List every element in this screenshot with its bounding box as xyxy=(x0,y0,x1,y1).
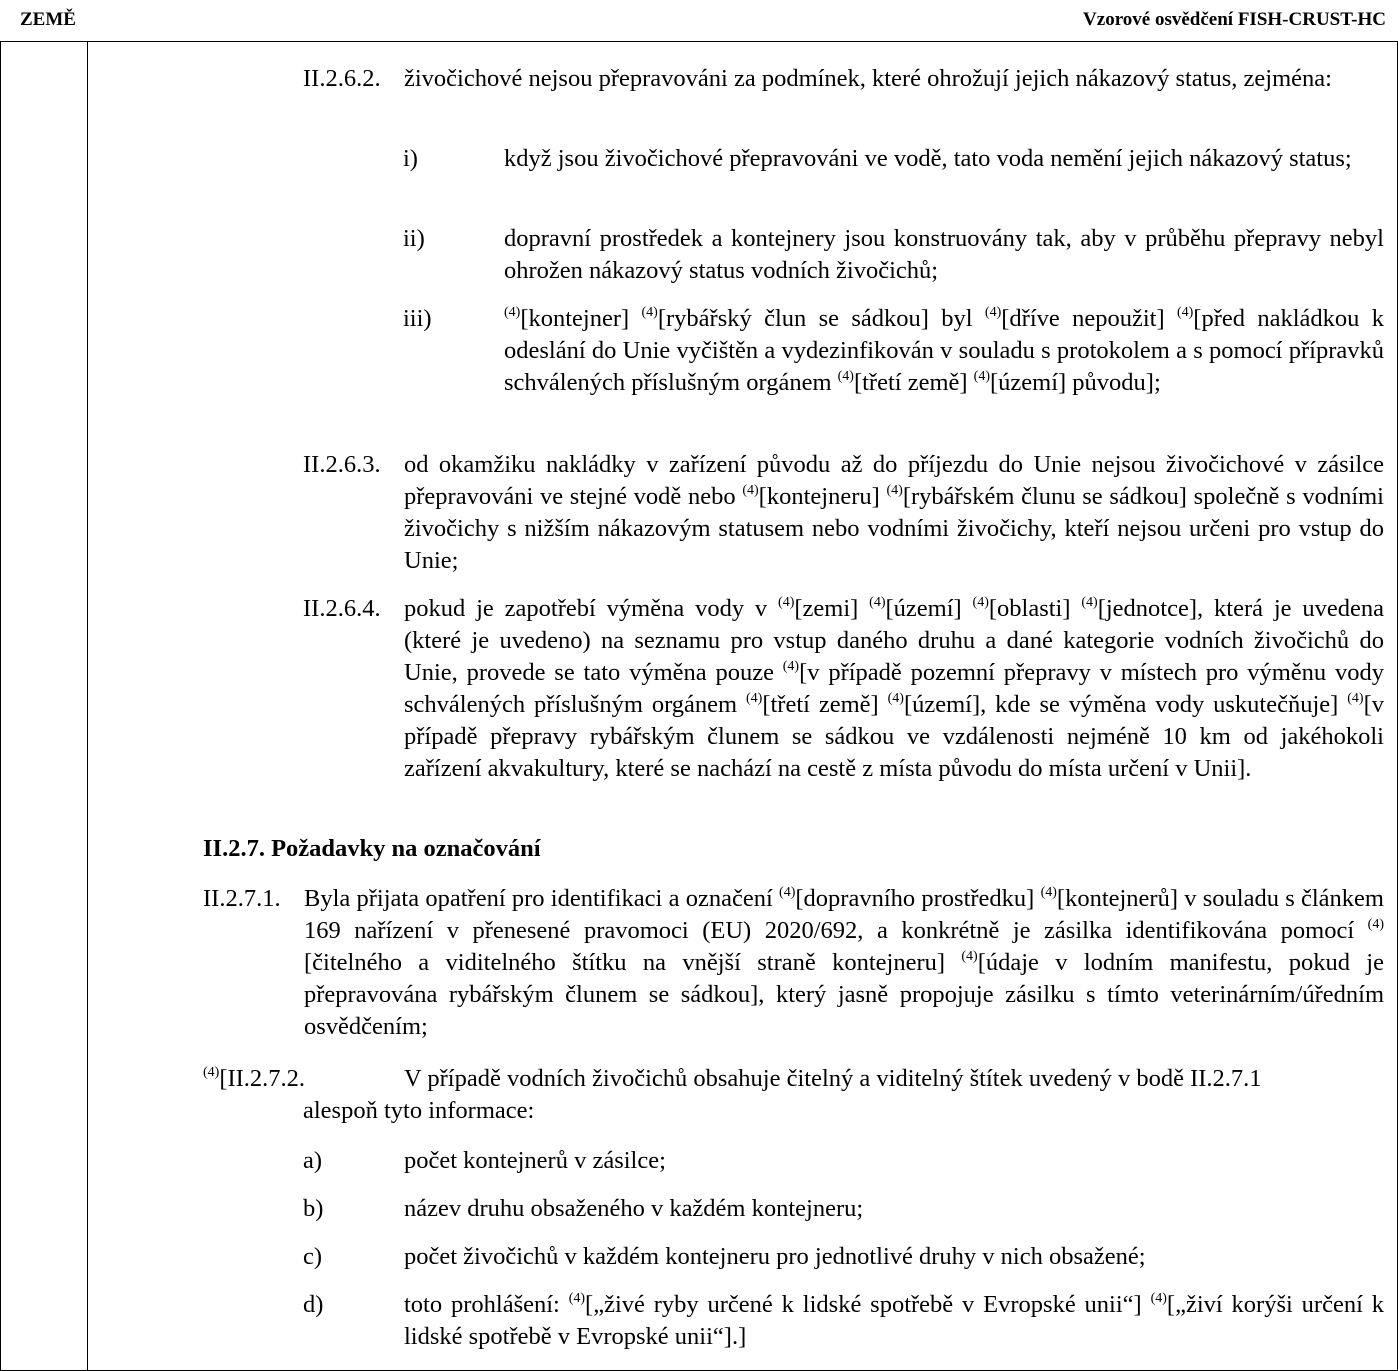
list-text: když jsou živočichové přepravováni ve vodě, tato voda nemění jejich nákazový status; xyxy=(504,145,1352,172)
section-2-6-2 xyxy=(303,63,1384,95)
section-text: V případě vodních živočichů obsahuje čitelný a viditelný štítek uvedený v bodě II.2.7.1 xyxy=(404,1065,1262,1092)
page-header xyxy=(0,2,1398,32)
list-text: toto prohlášení: $^{(4)}$[„živé ryby určené k lidské spotřebě v Evropské unii“] $^{(4)}$[„živí korýši určení k lidské spotřebě v Evropské unii“].] xyxy=(404,1291,1384,1350)
section-text-continued: alespoň tyto informace: xyxy=(303,1097,535,1124)
list-text: $^{(4)}$[kontejner] $^{(4)}$[rybářský člun se sádkou] byl $^{(4)}$[dříve nepoužit] $^{(4)}$[před nakládkou k odeslání do Unie vyčištěn a vydezinfikován v souladu s protokolem a s pomocí přípravků schválených příslušným orgánem $^{(4)}$[třetí země] $^{(4)}$[území] původu]; xyxy=(504,305,1384,396)
footnote-ref: (4) xyxy=(984,305,1002,320)
header-certificate-title: Vzorové osvědčení FISH-CRUST-HC xyxy=(1083,9,1386,30)
footnote-ref: (4) xyxy=(869,595,886,610)
footnote-ref: (4) xyxy=(961,949,978,964)
list-label: i) xyxy=(403,145,418,172)
list-text: počet živočichů v každém kontejneru pro jednotlivé druhy v nich obsažené; xyxy=(404,1243,1146,1270)
footnote-ref: (4) xyxy=(1347,691,1364,706)
list-label: c) xyxy=(303,1243,323,1270)
section-2-7-1 xyxy=(203,883,1384,1043)
section-text: pokud je zapotřebí výměna vody v $^{(4)}$[zemi] $^{(4)}$[území] $^{(4)}$[oblasti] $^{(4)}$[jednotce], která je uvedena (které je uvedeno) na seznamu pro vstup daného druhu a dané kategorie vodních živočichů do Unie, provede se tato výměna pouze $^{(4)}$[v případě pozemní přepravy v místech pro výměnu vody schválených příslušným orgánem $^{(4)}$[třetí země] $^{(4)}$[území], kde se výměna vody uskutečňuje] $^{(4)}$[v případě přepravy rybářským člunem se sádkou ve vzdálenosti nejméně 10 km od jakéhokoli zařízení akvakultury, které se nachází na cestě z místa původu do místa určení v Unii]. xyxy=(404,595,1384,782)
section-number: II.2.6.3. xyxy=(303,451,381,478)
footnote-ref: (4) xyxy=(742,483,759,498)
section-number: II.2.6.2. xyxy=(303,65,381,92)
section-2-6-4 xyxy=(303,593,1384,785)
list-item xyxy=(303,1193,1384,1225)
footnote-ref: (4) xyxy=(568,1291,586,1306)
footnote-ref: (4) xyxy=(1150,1291,1167,1306)
footnote-ref: (4) xyxy=(746,691,763,706)
section-text: Byla přijata opatření pro identifikaci a označení $^{(4)}$[dopravního prostředku] $^{(4)}$[kontejnerů] v souladu s článkem 169 nařízení v přenesené pravomoci (EU) 2020/692, a konkrétně je zásilka identifikována pomocí $^{(4)}$[čitelného a viditelného štítku na vnější straně kontejneru] $^{(4)}$[údaje v lodním manifestu, pokud je přepravována rybářským člunem se sádkou], který jasně propojuje zásilku s tímto veterinárním/úředním osvědčením; xyxy=(304,885,1384,1040)
header-country: ZEMĚ xyxy=(20,9,76,30)
list-item xyxy=(303,1145,1384,1177)
footnote-ref: (4) xyxy=(779,885,796,900)
section-number: II.2.6.4. xyxy=(303,595,381,622)
footnote-ref: (4) xyxy=(1176,305,1194,320)
list-text: počet kontejnerů v zásilce; xyxy=(404,1147,666,1174)
section-text: živočichové nejsou přepravováni za podmínek, které ohrožují jejich nákazový status, zejména: xyxy=(404,65,1332,92)
footnote-ref: (4) xyxy=(1040,885,1057,900)
footnote-ref: (4) xyxy=(972,595,989,610)
list-item xyxy=(403,223,1384,287)
list-item xyxy=(403,143,1384,175)
section-number: II.2.7.1. xyxy=(203,885,281,912)
list-label: d) xyxy=(303,1291,324,1318)
footnote-ref: (4) xyxy=(782,659,800,674)
footnote-ref: (4) xyxy=(1367,917,1384,932)
footnote-ref: (4) xyxy=(1081,595,1098,610)
footnote-ref: (4) xyxy=(641,305,658,320)
list-label: iii) xyxy=(403,305,432,332)
list-text: dopravní prostředek a kontejnery jsou konstruovány tak, aby v průběhu přepravy nebyl ohrožen nákazový status vodních živočichů; xyxy=(504,225,1384,284)
list-item xyxy=(403,303,1384,399)
footnote-ref: (4) xyxy=(203,1065,220,1080)
section-text: od okamžiku nakládky v zařízení původu až do příjezdu do Unie nejsou živočichové v zásilce přepravováni ve stejné vodě nebo $^{(4)}$[kontejneru] $^{(4)}$[rybářském člunu se sádkou] společně s vodními živočichy s nižším nákazovým statusem nebo vodními živočichy, kteří nejsou určeni pro vstup do Unie; xyxy=(404,451,1384,574)
section-2-6-3 xyxy=(303,449,1384,577)
list-label: b) xyxy=(303,1195,324,1222)
list-text: název druhu obsaženého v každém kontejneru; xyxy=(404,1195,864,1222)
section-2-7-2 xyxy=(203,1063,1384,1095)
list-label: ii) xyxy=(403,225,425,252)
footnote-ref: (4) xyxy=(504,305,521,320)
footnote-ref: (4) xyxy=(837,369,854,384)
footnote-ref: (4) xyxy=(778,595,795,610)
footnote-ref: (4) xyxy=(887,691,904,706)
section-number: $^{(4)}$[II.2.7.2. xyxy=(203,1065,306,1092)
certificate-body xyxy=(88,42,1397,1370)
certificate-frame xyxy=(0,41,1398,1371)
list-item xyxy=(303,1241,1384,1273)
list-item xyxy=(303,1289,1384,1353)
list-label: a) xyxy=(303,1147,323,1174)
footnote-ref: (4) xyxy=(973,369,990,384)
footnote-ref: (4) xyxy=(886,483,903,498)
section-heading: II.2.7. Požadavky na označování xyxy=(203,835,541,862)
